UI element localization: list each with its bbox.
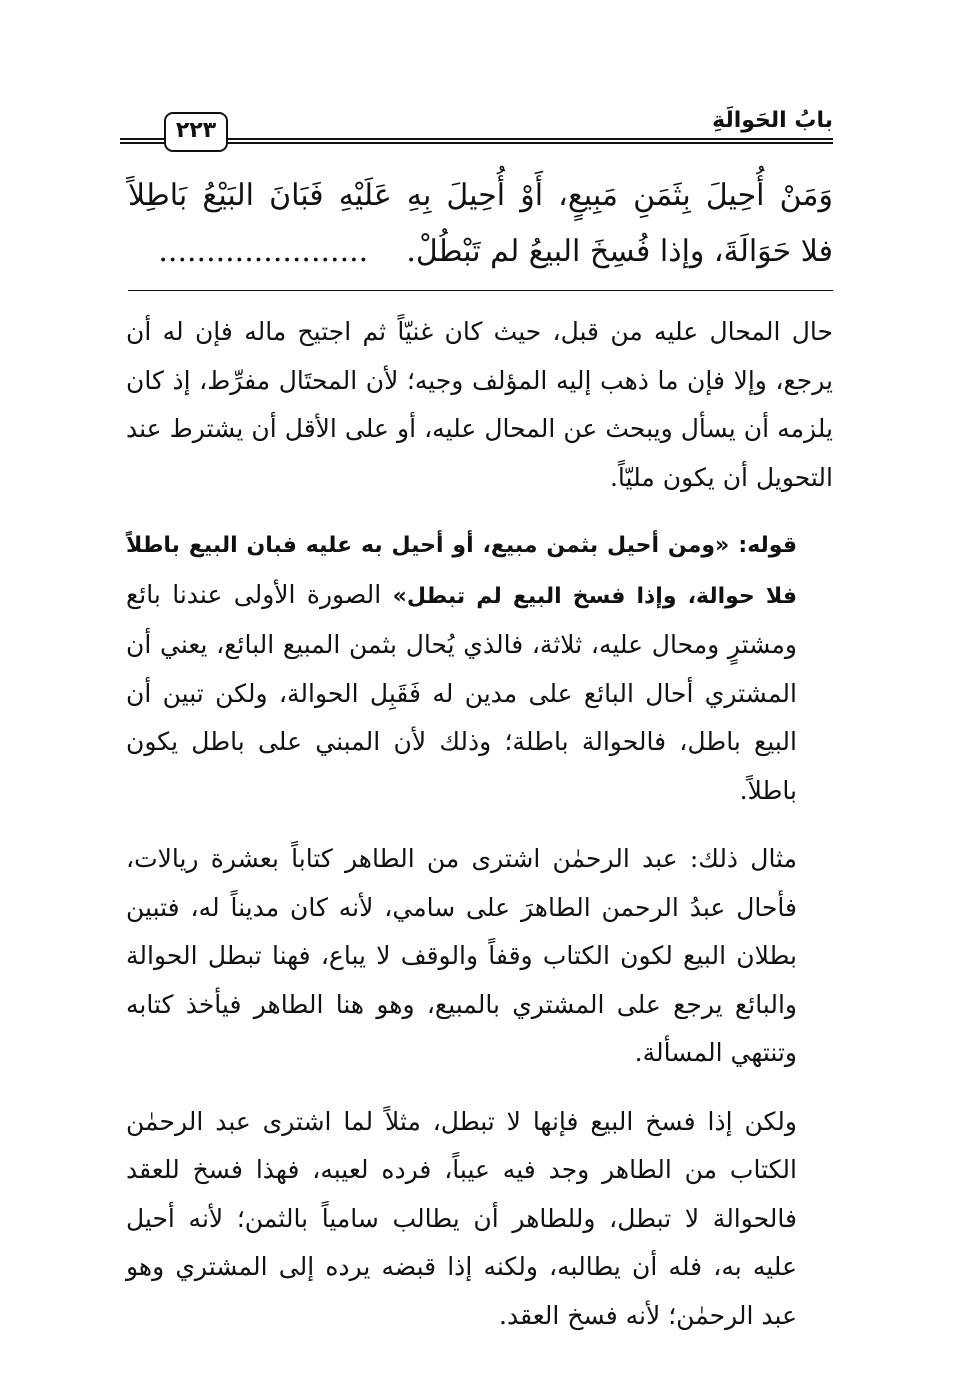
paragraph-3: مثال ذلك: عبد الرحمٰن اشترى من الطاهر كتاباً بعشرة ريالات، فأحال عبدُ الرحمن الطاهرَ على سامي، لأنه كان مديناً له، فتبين بطلان البيع لكون الكتاب وقفاً والوقف لا يباع، فهنا تبطل الحوالة والبائع يرجع على المشتري بالمبيع، وهو هنا الطاهر فيأخذ كتابه وتنتهي المسألة. xyxy=(126,844,797,1067)
paragraph-gap xyxy=(126,815,833,835)
paragraph-gap xyxy=(126,502,833,520)
matn-divider xyxy=(128,290,833,291)
paragraph-4: ولكن إذا فسخ البيع فإنها لا تبطل، مثلاً لما اشترى عبد الرحمٰن الكتاب من الطاهر وجد فيه عيباً، فرده لعيبه، فهذا فسخ للعقد فالحوالة لا تبطل، وللطاهر أن يطالب سامياً بالثمن؛ لأنه أحيل عليه به، فله أن يطالبه، ولكنه إذا قبضه يرده إلى المشتري وهو عبد الرحمٰن؛ لأنه فسخ العقد. xyxy=(126,1106,797,1330)
paragraph-2-rest: الصورة الأولى عندنا بائع ومشترٍ ومحال عليه، ثلاثة، فالذي يُحال بثمن المبيع البائع، يعني أن المشتري أحال البائع على مدين له فَقَبِل الحوالة، ولكن تبين أن البيع باطل، فالحوالة باطلة؛ وذلك لأن المبني على باطل يكون باطلاً. xyxy=(126,579,797,805)
header-rule-right xyxy=(228,138,833,144)
matn-text xyxy=(128,168,833,280)
paragraph-2 xyxy=(126,520,833,815)
page-header xyxy=(120,108,833,156)
paragraph-2-quote: «ومن أحيل بثمن مبيع، أو أحيل به عليه فبان البيع باطلاً فلا حوالة، وإذا فسخ البيع لم تبطل» xyxy=(126,533,797,609)
commentary-text xyxy=(126,308,833,1340)
matn-line-1: وَمَنْ أُحِيلَ بِثَمَنِ مَبِيعٍ، أَوْ أُحِيلَ بِهِ عَلَيْهِ فَبَانَ البَيْعُ بَاطِلاً xyxy=(128,178,833,213)
paragraph-2-lead: قوله: xyxy=(738,533,797,558)
page-number-box: ٢٢٣ xyxy=(164,112,228,152)
matn-line-2 xyxy=(128,224,833,280)
paragraph-gap xyxy=(126,1078,833,1098)
chapter-title: بابُ الحَوالَةِ xyxy=(712,108,833,133)
paragraph-1: حال المحال عليه من قبل، حيث كان غنيّاً ثم اجتيح ماله فإن له أن يرجع، وإلا فإن ما ذهب إليه المؤلف وجيه؛ لأن المحتَال مفرِّط، إذ كان يلزمه أن يسأل ويبحث عن المحال عليه، أو على الأقل أن يشترط عند التحويل أن يكون مليّاً. xyxy=(126,317,833,492)
matn-dots: ...................... xyxy=(158,234,369,269)
matn-line-2-text: فلا حَوَالَةَ، وإذا فُسِخَ البيعُ لم تَبْطُلْ. xyxy=(406,234,833,269)
header-rule-left xyxy=(120,138,164,144)
